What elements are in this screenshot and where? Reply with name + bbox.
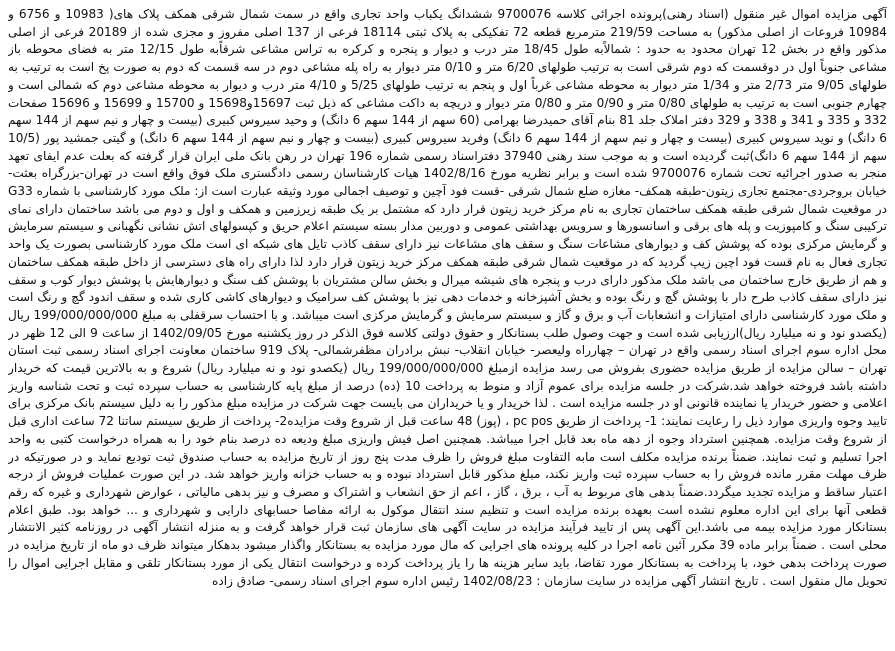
auction-notice bbox=[8, 6, 887, 646]
notice-text: آگهی مزایده اموال غیر منقول (اسناد رهنی)پرونده اجرائی کلاسه 9700076 ششدانگ یکباب واحد تجاری واقع در سمت شمال شرقی همکف پلاک های( 10983 و 6756 و 10984 فروعات از اصلی مذکور) به مساحت 219/59 مترمربع قطعه 72 تفکیکی به پلاک ثبتی 18114 فرعی از 137 اصلی مفروز و مجزی شده از 20189 فرعی از اصلی مذکور واقع در بخش 12 تهران محدود به حدود : شمالاًبه طول 18/45 متر درب و دیوار و پنجره و کرکره به تراس مشاعی شرقاًبه طول 12/15 متر به فضای محوطه باز مشاعی جنوباً اول در دوقسمت که دوم شرقی است به ترتیب طولهای 6/20 متر و 0/10 متر دیوار به راه پله مشاعی دوم در سه قسمت که دوم به صورت پخ است به ترتیب به طولهای 9/05 متر 2/73 متر و 1/34 متر دیوار به محوطه مشاعی غرباً اول و پنجم به ترتیب طولهای 5/25 و 4/10 متر درب و دیوار به محوطه مشاعی دوم که شمالی است و چهارم جنوبی است به ترتیب به طولهای 0/80 متر و 0/90 متر و 0/80 متر دیوار و دریچه به داکت مشاعی که ذیل ثبت 15697و15698 و 15700 و 15699 و 15696 صفحات 332 و 335 و 341 و 338 و 329 دفتر املاک جلد 81 بنام آقای حمیدرضا بهرامی (60 سهم از 144 سهم 6 دانگ) و وحید سیروس کبیری (بیست و چهار و نیم سهم از 144 سهم 6 دانگ) و نوید سیروس کبیری (بیست و چهار و نیم سهم از 144 سهم 6 دانگ) وفرید سیروس کبیری (بیست و چهار و نیم سهم از 144 سهم 6 دانگ) و گیتی جمشید پور (10/5 سهم از 144 سهم 6 دانگ)ثبت گردیده است و به موجب سند رهنی 37940 دفتراسناد رسمی شماره 196 تهران در رهن بانک ملی ایران قرار گرفته که بعلت عدم ایفای تعهد منجر به صدور اجرائیه تحت شماره 9700076 شده است و برابر نظریه مورخ 1402/8/16 هیات کارشناسان رسمی دادگستری ملک فوق واقع است در تهران-بزرگراه بعثت-خیابان بروجردی-مجتمع تجاری زیتون-طبقه همکف- مغازه ضلع شمال شرقی -قست فود آچین و توصیف اجمالی مورد وثیقه عبارت است از: ملک مورد کارشناسی با شماره G33 در موقعیت شمال شرقی طبقه همکف ساختمان تجاری به نام مرکز خرید زیتون قرار دارد که مشتمل بر یک طبقه زیرزمین و همکف و اول و دوم می باشد ساختمان دارای نمای ترکیبی سنگ و کامپوزیت و پله های برقی و اسانسورها و سرویس بهداشتی عمومی و دوربین مدار بسته سیستم اعلام حریق و کپسولهای اتش نشانی نگهبانی و سیستم سرمایش و گرمایش مرکزی بوده که پوشش کف و دیوارهای مشاعات سنگ و سقف های مشاعات نیز دارای سقف کاذب تایل های شبکه ای است ملک مورد کارشناسی بصورت یک واحد تجاری فعال به نام قست فود اچین زیپ گردید که در موقعیت شمال شرقی طبقه همکف مرکز خرید زیتون قرار دارد لذا دارای راه های دسترسی از داخل طبقه همکف ساختمان و هم از طریق خارج ساختمان می باشد ملک مذکور دارای درب و پنجره های شیشه میرال و بخش سالن مشتریان با پوشش کف سنگ و دیوارهایش با پوشش دیوار کوب و سقف نیز دارای سقف کاذب طرح دار با پوشش گچ و رنگ بوده و بخش آشپزخانه و خدمات دهی نیز با پوشش کف سرامیک و دیوارهای کاشی کاری شده و سقف اندود گچ و رنگ است و ملک مورد کارشناسی دارای امتیازات و انشعابات آب و برق و گاز و سیستم سرمایش و گرمایش مرکزی است میباشد. و با احتساب سرقفلی به مبلغ 199/000/000/000 ریال (یکصدو نود و نه میلیارد ریال)ارزیابی شده است و جهت وصول طلب بستانکار و حقوق دولتی کلاسه فوق الذکر در روز یکشنبه مورخ 1402/09/05 از ساعت 9 الی 12 ظهر در محل اداره سوم اجرای اسناد رسمی واقع در تهران – چهارراه ولیعصر- خیابان انقلاب- نبش برادران مظفرشمالی- پلاک 919 ساختمان معاونت اجرای اسناد رسمی ثبت استان تهران – سالن مزایده از طریق مزایده حضوری بفروش می رسد مزایده ازمبلغ 199/000/000/000 ریال (یکصدو نود و نه میلیارد ریال) شروع و به بالاترین قیمت که خریدار داشته باشد فروخته خواهد شد.شرکت در جلسه مزایده برای عموم آزاد و منوط به پرداخت 10 (ده) درصد از مبلغ پایه کارشناسی به حساب سپرده ثبت و تحت شناسه واریز اعلامی و حضور خریدار یا نماینده قانونی او در جلسه مزایده است . لذا خریدار و یا خریداران می بایست جهت شرکت در مزایده مبلغ مذکور را به دلیل سیستم بانک مرکزی برای تایید وجوه واریزی موارد ذیل را رعایت نمایند: 1- پرداخت از طریق pc pos ، (پوز) 48 ساعت قبل از شروع وقت مزایده2- پرداخت از طریق سیستم ساتنا 72 ساعت اداری قبل از شروع وقت مزایده. همچنین استرداد وجوه از دهه ماه بعد قابل اجرا میباشد. همچنین اصل فیش واریزی مبلغ ودیعه ده درصد بنام خود را به همراه درخواست کتبی به واحد اجرا تسلیم و ثبت نمایند. ضمناً برنده مزایده مکلف است مابه التفاوت مبلغ فروش را ظرف مدت پنج روز از تاریخ مزایده به حساب صندوق ثبت تودیع نماید و در صورتیکه در ظرف مهلت مقرر مانده فروش را به حساب سپرده ثبت واریز نکند، مبلغ مذکور قابل استرداد نبوده و به حساب خزانه واریز خواهد شد. در این صورت عملیات فروش از درجه اعتبار ساقط و مزایده تجدید میگردد.ضمناً بدهی های مربوط به آب ، برق ، گاز ، اعم از حق انشعاب و اشتراک و مصرف و نیز بدهی مالیاتی ، عوارض شهرداری و غیره که رقم قطعی آنها برای این اداره معلوم نشده است بعهده برنده مزایده است و تنظیم سند انتقال موکول به ارائه مفاصا حسابهای دارایی و شهرداری و ... خواهد بود. طبق اعلام بستانکار مورد مزایده بیمه می باشد.این آگهی پس از تایید فرآیند مزایده در سایت آگهی های سازمان ثبت قرار خواهد گرفت و به منزله انتشار آگهی در روزنامه کثیر الانتشار محلی است . ضمناً برابر ماده 39 مکرر آئین نامه اجرا در کلیه پرونده های اجرایی که مال مورد مزایده به بستانکار واگذار میشود بدهکار میتواند ظرف دو ماه از تاریخ مزایده در صورت پرداخت بدهی خود، با پرداخت به بستانکار مورد تقاضا، باید سایر هزینه ها را یاز پرداخت کرده و درخواست انتقال یکی از مورد بستانکار تلقی و مقابل اجرایی اموال را تحویل مال منقول است . تاریخ انتشار آگهی مزایده در سایت سازمان : 1402/08/23 رئیس اداره سوم اجرای اسناد رسمی- صادق زاده bbox=[8, 7, 887, 588]
